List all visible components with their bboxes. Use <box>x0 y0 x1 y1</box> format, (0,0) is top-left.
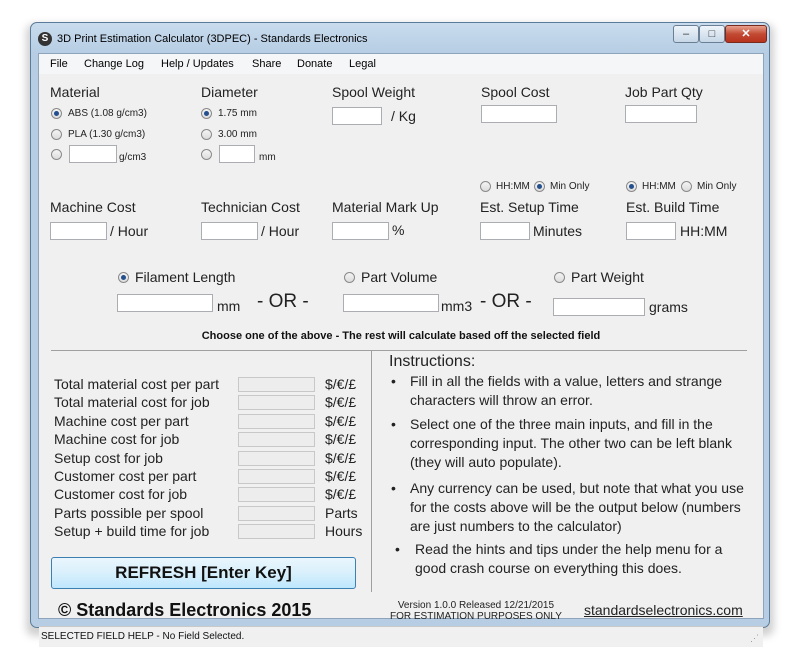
menu-donate[interactable]: Donate <box>297 58 333 70</box>
filament-length-input[interactable] <box>117 294 213 312</box>
part-volume-unit: mm3 <box>441 298 473 314</box>
result-unit: Hours <box>325 523 363 539</box>
spool-weight-heading: Spool Weight <box>332 84 416 100</box>
spool-cost-input[interactable] <box>481 105 557 123</box>
part-volume-radio[interactable] <box>344 272 355 283</box>
result-label: Machine cost for job <box>54 431 180 447</box>
material-custom-radio[interactable] <box>51 149 62 160</box>
refresh-button[interactable]: REFRESH [Enter Key] <box>51 557 356 589</box>
selection-note: Choose one of the above - The rest will calculate based off the selected field <box>201 330 601 342</box>
part-weight-unit: grams <box>649 299 688 315</box>
diameter-custom-radio[interactable] <box>201 149 212 160</box>
menu-change-log[interactable]: Change Log <box>84 58 144 70</box>
diameter-heading: Diameter <box>201 84 258 100</box>
result-unit: $/€/£ <box>325 413 357 429</box>
filament-length-label: Filament Length <box>135 269 236 285</box>
job-part-qty-heading: Job Part Qty <box>625 84 703 100</box>
result-unit: Parts <box>325 505 358 521</box>
material-custom-unit: g/cm3 <box>119 152 147 163</box>
menu-share[interactable]: Share <box>252 58 282 70</box>
app-logo-icon: S <box>38 32 52 46</box>
diameter-custom-input[interactable] <box>219 145 255 163</box>
version-info <box>390 600 562 622</box>
instruction-text-4: Read the hints and tips under the help menu for a good crash course on everything this does. <box>415 541 723 576</box>
menu-legal[interactable]: Legal <box>349 58 376 70</box>
client-area <box>38 53 764 643</box>
material-pla-radio[interactable] <box>51 129 62 140</box>
machine-cost-heading: Machine Cost <box>50 199 136 215</box>
status-bar <box>39 626 763 647</box>
material-pla-label: PLA (1.30 g/cm3) <box>68 129 146 140</box>
result-unit: $/€/£ <box>325 431 357 447</box>
machine-cost-input[interactable] <box>50 222 107 240</box>
material-heading: Material <box>50 84 100 100</box>
window-title: 3D Print Estimation Calculator (3DPEC) - Standards Electronics <box>57 33 368 45</box>
build-time-heading: Est. Build Time <box>626 199 720 215</box>
build-time-unit: HH:MM <box>680 223 728 239</box>
instruction-bullet-4: • <box>395 541 400 557</box>
setup-format-hhmm-radio[interactable] <box>480 181 491 192</box>
material-abs-label: ABS (1.08 g/cm3) <box>68 108 147 119</box>
close-button[interactable]: ✕ <box>725 25 767 43</box>
technician-cost-input[interactable] <box>201 222 258 240</box>
minimize-button[interactable]: – <box>673 25 699 43</box>
setup-time-input[interactable] <box>480 222 530 240</box>
result-unit: $/€/£ <box>325 394 357 410</box>
technician-cost-heading: Technician Cost <box>201 199 300 215</box>
setup-format-min-radio[interactable] <box>534 181 545 192</box>
instruction-text-1: Fill in all the fields with a value, letters and strange characters will throw an error. <box>410 373 723 408</box>
result-unit: $/€/£ <box>325 468 357 484</box>
build-format-hhmm-radio[interactable] <box>626 181 637 192</box>
result-output-field <box>238 395 315 410</box>
part-weight-radio[interactable] <box>554 272 565 283</box>
job-part-qty-input[interactable] <box>625 105 697 123</box>
setup-time-heading: Est. Setup Time <box>480 199 579 215</box>
build-format-hhmm-label: HH:MM <box>642 181 676 192</box>
maximize-button[interactable]: □ <box>699 25 725 43</box>
disclaimer-line: FOR ESTIMATION PURPOSES ONLY <box>390 611 562 622</box>
result-output-field <box>238 487 315 502</box>
title-bar[interactable] <box>31 23 769 53</box>
instruction-text-3: Any currency can be used, but note that what you use for the costs above will be the output below (numbers are just numbers to the calculator) <box>410 480 744 534</box>
result-label: Customer cost for job <box>54 486 188 502</box>
diameter-custom-unit: mm <box>259 152 276 163</box>
website-link[interactable]: standardselectronics.com <box>584 602 743 618</box>
build-format-min-label: Min Only <box>697 181 737 192</box>
diameter-175-label: 1.75 mm <box>218 108 257 119</box>
filament-length-unit: mm <box>217 298 241 314</box>
material-markup-unit: % <box>392 222 405 238</box>
result-label: Machine cost per part <box>54 413 189 429</box>
result-label: Customer cost per part <box>54 468 197 484</box>
part-weight-input[interactable] <box>553 298 645 316</box>
spool-cost-heading: Spool Cost <box>481 84 550 100</box>
machine-cost-unit: / Hour <box>110 223 149 239</box>
material-abs-radio[interactable] <box>51 108 62 119</box>
result-label: Total material cost per part <box>54 376 219 392</box>
result-label: Setup + build time for job <box>54 523 210 539</box>
part-volume-input[interactable] <box>343 294 439 312</box>
build-format-min-radio[interactable] <box>681 181 692 192</box>
spool-weight-unit: / Kg <box>391 108 416 124</box>
instruction-bullet-1: • <box>391 373 396 389</box>
diameter-300-radio[interactable] <box>201 129 212 140</box>
result-label: Setup cost for job <box>54 450 163 466</box>
result-output-field <box>238 506 315 521</box>
menu-file[interactable]: File <box>50 58 68 70</box>
or-separator-2: - OR - <box>480 291 532 312</box>
diameter-300-label: 3.00 mm <box>218 129 257 140</box>
result-label: Parts possible per spool <box>54 505 204 521</box>
instruction-bullet-2: • <box>391 416 396 432</box>
or-separator-1: - OR - <box>257 291 309 312</box>
app-window <box>30 22 770 643</box>
result-output-field <box>238 432 315 447</box>
result-output-field <box>238 377 315 392</box>
spool-weight-input[interactable] <box>332 107 382 125</box>
material-custom-density-input[interactable] <box>69 145 117 163</box>
setup-time-unit: Minutes <box>533 223 583 239</box>
instruction-bullet-3: • <box>391 480 396 496</box>
divider-horizontal <box>51 350 747 351</box>
status-bar-text: SELECTED FIELD HELP - No Field Selected. <box>41 631 245 642</box>
result-output-field <box>238 469 315 484</box>
divider-vertical <box>371 350 372 592</box>
result-output-field <box>238 451 315 466</box>
instruction-text-2: Select one of the three main inputs, and fill in the corresponding input. The other two can be left blank (they will auto populate). <box>410 416 732 470</box>
material-markup-heading: Material Mark Up <box>332 199 439 215</box>
build-time-input[interactable] <box>626 222 676 240</box>
result-unit: $/€/£ <box>325 376 357 392</box>
result-unit: $/€/£ <box>325 450 357 466</box>
copyright-text: © Standards Electronics 2015 <box>58 600 312 620</box>
material-markup-input[interactable] <box>332 222 389 240</box>
part-volume-label: Part Volume <box>361 269 438 285</box>
result-unit: $/€/£ <box>325 486 357 502</box>
version-line: Version 1.0.0 Released 12/21/2015 <box>397 600 555 611</box>
part-weight-label: Part Weight <box>571 269 644 285</box>
menu-bar <box>39 54 763 74</box>
menu-help-updates[interactable]: Help / Updates <box>161 58 234 70</box>
result-label: Total material cost for job <box>54 394 210 410</box>
result-output-field <box>238 414 315 429</box>
setup-format-hhmm-label: HH:MM <box>496 181 530 192</box>
diameter-175-radio[interactable] <box>201 108 212 119</box>
result-output-field <box>238 524 315 539</box>
instructions-heading: Instructions: <box>389 353 476 370</box>
setup-format-min-label: Min Only <box>550 181 590 192</box>
resize-grip-icon[interactable]: ⋰ <box>750 633 759 643</box>
filament-length-radio[interactable] <box>118 272 129 283</box>
technician-cost-unit: / Hour <box>261 223 300 239</box>
